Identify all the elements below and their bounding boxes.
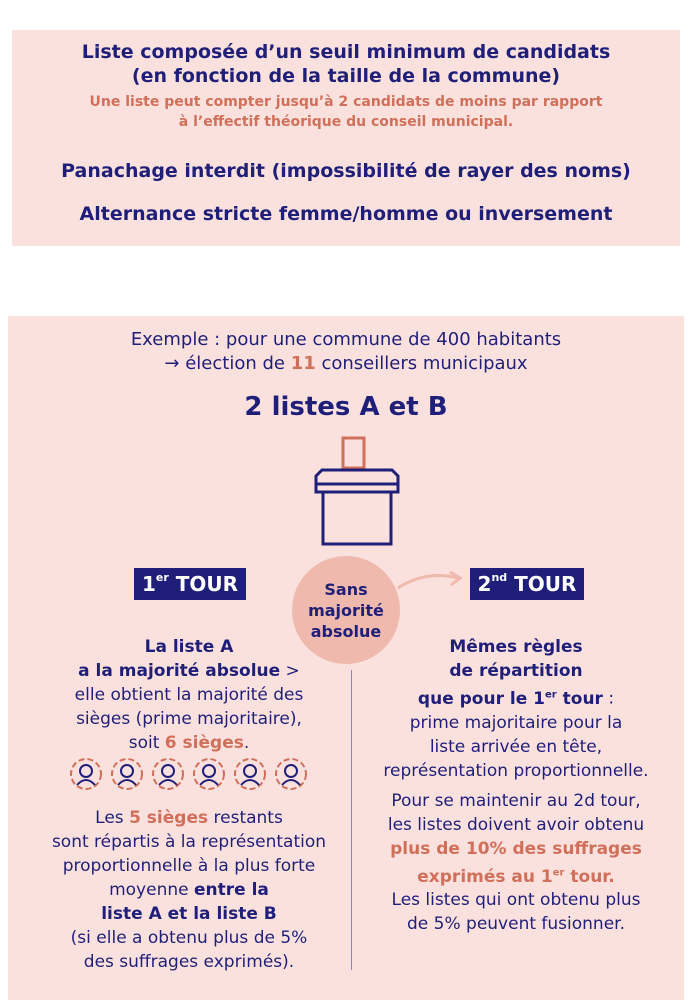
person-seat-icon [194, 759, 224, 789]
rules-subtitle-line1: Une liste peut compter jusqu’à 2 candidats de moins par rapport [89, 94, 603, 110]
rules-title [12, 40, 680, 88]
circle-line1: Sans [324, 579, 368, 599]
right-bold2: de répartition [449, 661, 583, 681]
left-q1-pre: Les [95, 808, 130, 828]
ballot-box-icon [304, 434, 414, 554]
tour1-badge [134, 568, 246, 600]
example-line1: Exemple : pour une commune de 400 habitants [130, 329, 562, 350]
right-b3-pre: que pour le 1 [417, 688, 545, 709]
left-p3-post: . [243, 733, 250, 753]
left-p1: elle obtient la majorité des [74, 685, 304, 705]
seat-icons [66, 754, 316, 794]
left-q4-pre: moyenne [109, 880, 194, 900]
person-seat-icon [235, 759, 265, 789]
right-q4-sup: er [552, 867, 565, 878]
tour2-num: 2 [477, 572, 492, 596]
right-q2: les listes doivent avoir obtenu [387, 815, 645, 835]
right-q3: plus de 10% des suffrages [390, 839, 642, 859]
left-q6: (si elle a obtenu plus de 5% [70, 928, 308, 948]
person-seat-icon [153, 759, 183, 789]
left-q4-bold: entre la [194, 880, 269, 900]
lists-title: 2 listes A et B [244, 392, 448, 422]
left-q7: des suffrages exprimés). [83, 952, 295, 972]
tour1-num: 1 [141, 572, 156, 596]
left-q3: proportionnelle à la plus forte [62, 856, 316, 876]
left-bold1: La liste A [144, 637, 234, 657]
left-q5: liste A et la liste B [101, 904, 277, 924]
person-seat-icon [71, 759, 101, 789]
left-five-seats: 5 sièges [129, 808, 209, 828]
example-seat-number: 11 [290, 353, 316, 374]
circle-line3: absolue [310, 621, 382, 641]
example-line2 [8, 352, 684, 376]
left-p3-pre: soit [128, 733, 165, 753]
rules-subtitle [12, 92, 680, 132]
tour1-remaining-text [30, 806, 348, 974]
right-r1: Les listes qui ont obtenu plus [391, 890, 641, 910]
example-panel [8, 316, 684, 1000]
person-seat-icon [276, 759, 306, 789]
left-six-seats: 6 sièges [164, 733, 244, 753]
tour1-majority-text [30, 635, 348, 755]
tour2-sup: nd [491, 571, 508, 584]
right-q4-pre: exprimés au 1 [417, 866, 553, 887]
right-r2: de 5% peuvent fusionner. [407, 914, 625, 934]
column-divider [351, 670, 352, 970]
circle-line2: majorité [308, 600, 384, 620]
left-gt: > [280, 661, 300, 681]
rules-title-line1: Liste composée d’un seuil minimum de candidats [81, 41, 611, 63]
right-p2: liste arrivée en tête, [429, 736, 603, 757]
right-b3-sup: er [545, 689, 557, 700]
right-p1: prime majoritaire pour la [409, 712, 623, 733]
person-seat-icon [112, 759, 142, 789]
rules-title-line2: (en fonction de la taille de la commune) [131, 65, 561, 87]
right-q1: Pour se maintenir au 2d tour, [391, 791, 641, 811]
rules-subtitle-line2: à l’effectif théorique du conseil municipal. [178, 114, 514, 130]
left-p2: sièges (prime majoritaire), [76, 709, 302, 729]
tour1-label: TOUR [168, 572, 239, 596]
right-b3-post: tour [556, 688, 603, 709]
tour2-badge [470, 568, 584, 600]
rule-panachage: Panachage interdit (impossibilité de rayer des noms) [61, 160, 631, 182]
example-line2-end: conseillers municipaux [315, 353, 528, 374]
rules-panel [12, 30, 680, 246]
left-q1-post: restants [208, 808, 283, 828]
right-q4-post: tour. [564, 866, 615, 887]
right-p3: représentation proportionnelle. [383, 760, 649, 781]
tour2-rules-text [360, 635, 672, 783]
tour2-label: TOUR [507, 572, 577, 596]
example-arrow-text: → élection de [164, 353, 291, 374]
rule-alternance: Alternance stricte femme/homme ou inversement [79, 203, 613, 225]
arrow-right-icon [396, 568, 466, 594]
tour2-merge-text [360, 888, 672, 936]
example-text [8, 328, 684, 376]
right-bold1: Mêmes règles [449, 637, 583, 657]
tour2-threshold-text [360, 789, 672, 889]
tour1-sup: er [155, 571, 169, 584]
left-q2: sont répartis à la représentation [51, 832, 327, 852]
left-bold2: a la majorité absolue [78, 661, 281, 681]
right-b3-colon: : [602, 688, 615, 709]
